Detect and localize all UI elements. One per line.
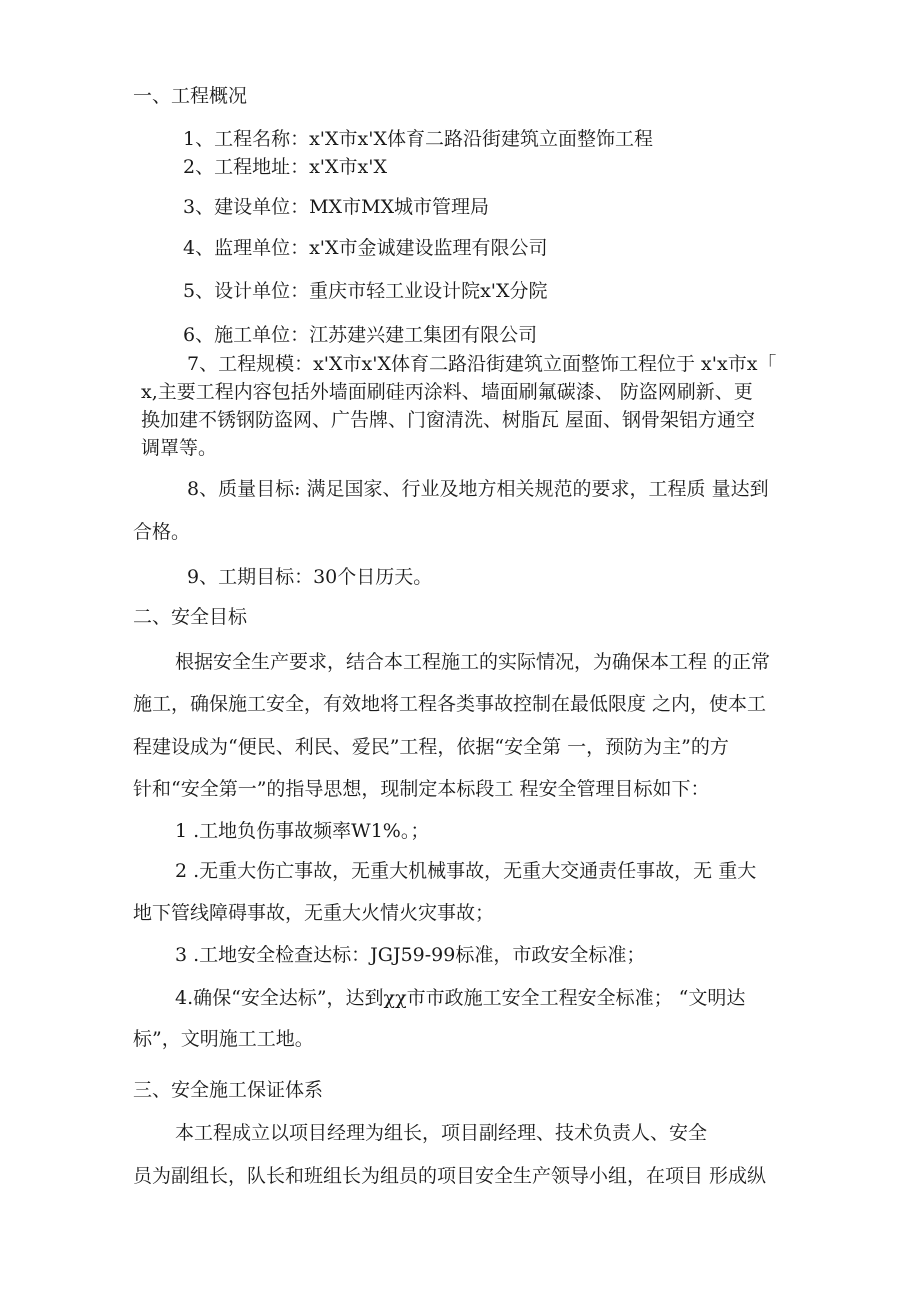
supervision-unit-line: 4、监理单位：x'X市金诚建设监理有限公司 bbox=[183, 237, 548, 259]
system-paragraph-line-2: 员为副组长，队长和班组长为组员的项目安全生产领导小组，在项目 形成纵 bbox=[133, 1165, 767, 1187]
safety-paragraph-line-4: 针和“安全第一”的指导思想，现制定本标段工 程安全管理目标如下： bbox=[133, 778, 710, 800]
safety-goal-4-line-1: 4.确保“安全达标”，达到χχ市市政施工安全工程安全标准； “文明达 bbox=[175, 987, 746, 1009]
owner-unit-line: 3、建设单位：MX市MX城市管理局 bbox=[183, 196, 490, 218]
schedule-goal-line: 9、工期目标：30个日历天。 bbox=[187, 566, 433, 588]
safety-goal-4-line-2: 标”，文明施工工地。 bbox=[133, 1028, 314, 1050]
section-heading-safety-goals: 二、安全目标 bbox=[133, 606, 248, 628]
design-unit-line: 5、设计单位：重庆市轻工业设计院x'X分院 bbox=[183, 280, 548, 302]
safety-goal-1: 1 .工地负伤事故频率W1%。； bbox=[175, 820, 430, 842]
quality-goal-line-2: 合格。 bbox=[133, 521, 191, 543]
safety-paragraph-line-2: 施工，确保施工安全，有效地将工程各类事故控制在最低限度 之内，使本工 bbox=[133, 693, 767, 715]
construction-unit-line: 6、施工单位：江苏建兴建工集团有限公司 bbox=[183, 324, 538, 346]
safety-goal-2-line-1: 2 .无重大伤亡事故，无重大机械事故，无重大交通责任事故，无 重大 bbox=[175, 860, 757, 882]
project-scale-line-4: 调罩等。 bbox=[141, 437, 218, 459]
safety-paragraph-line-1: 根据安全生产要求，结合本工程施工的实际情况，为确保本工程 的正常 bbox=[175, 651, 771, 673]
project-scale-line-1: 7、工程规模：x'X市x'X体育二路沿街建筑立面整饰工程位于 x'x市x「 bbox=[187, 353, 777, 375]
section-heading-overview: 一、工程概况 bbox=[133, 85, 248, 107]
project-name-line: 1、工程名称：x'X市x'X体育二路沿街建筑立面整饰工程 bbox=[183, 128, 654, 150]
safety-goal-2-line-2: 地下管线障碍事故，无重大火情火灾事故； bbox=[133, 902, 495, 924]
project-scale-line-2: x,主要工程内容包括外墙面刷硅丙涂料、墙面刷氟碳漆、 防盗网刷新、更 bbox=[141, 381, 753, 403]
quality-goal-line-1: 8、质量目标: 满足国家、行业及地方相关规范的要求，工程质 量达到 bbox=[187, 478, 769, 500]
project-scale-line-3: 换加建不锈钢防盗网、广告牌、门窗清洗、树脂瓦 屋面、钢骨架铝方通空 bbox=[141, 409, 756, 431]
safety-goal-3: 3 .工地安全检查达标：JGJ59-99标准，市政安全标准； bbox=[175, 944, 646, 966]
section-heading-safety-system: 三、安全施工保证体系 bbox=[133, 1079, 324, 1101]
project-address-line: 2、工程地址：x'X市x'X bbox=[183, 156, 388, 178]
system-paragraph-line-1: 本工程成立以项目经理为组长，项目副经理、技术负责人、安全 bbox=[175, 1122, 708, 1144]
safety-paragraph-line-3: 程建设成为“便民、利民、爱民”工程，依据“安全第 一，预防为主”的方 bbox=[133, 736, 729, 758]
